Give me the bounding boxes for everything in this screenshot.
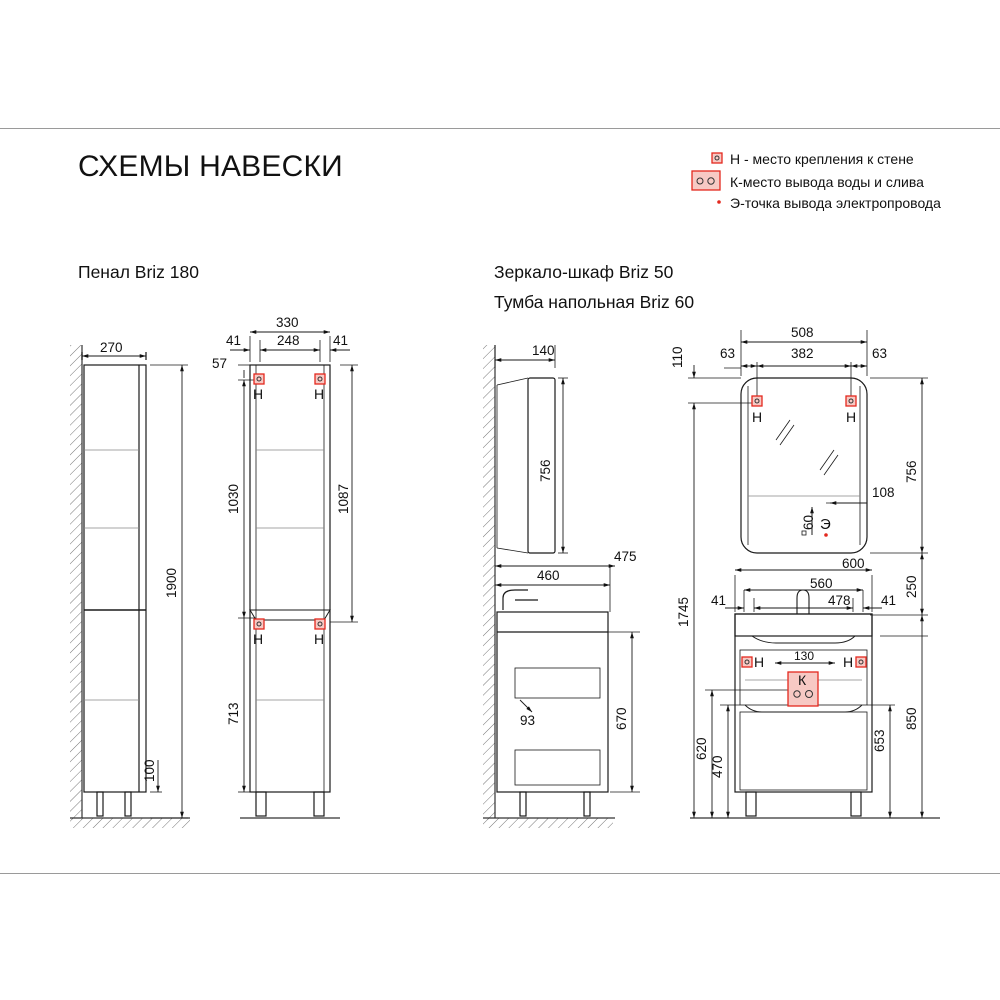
penal-upper-mount: 1087 (336, 483, 351, 514)
penal-mount-points (254, 374, 325, 629)
mirror-right: 63 (872, 346, 888, 361)
tumba-width: 600 (842, 556, 865, 571)
penal-top-offset: 57 (212, 356, 228, 371)
legend-water: К-место вывода воды и слива (730, 174, 924, 190)
penal-lower-h: 713 (226, 702, 241, 725)
mirror-width: 508 (791, 325, 814, 340)
tumba-depth-2: 475 (614, 549, 637, 564)
tumba-inner-560: 560 (810, 576, 833, 591)
mirror-title: Зеркало-шкаф Briz 50 (494, 262, 674, 282)
h-850: 850 (904, 707, 919, 730)
tumba-title: Тумба напольная Briz 60 (494, 292, 695, 312)
mirror-tumba-side-view (483, 345, 640, 828)
mount-label: Н (754, 654, 765, 670)
mount-label: Н (843, 654, 854, 670)
tumba-right: 41 (881, 593, 897, 608)
mirror-front-h: 756 (904, 460, 919, 483)
electric-label: Э (820, 516, 831, 533)
mirror-inner: 382 (791, 346, 814, 361)
mount-label: Н (314, 386, 325, 402)
penal-front-view (230, 332, 358, 818)
mount-label: Н (314, 631, 325, 647)
floor-hatch (70, 818, 190, 828)
mirror-tumba-front-view (688, 330, 940, 818)
penal-front-inner: 248 (277, 333, 300, 348)
mirror-left: 63 (720, 346, 736, 361)
page-title: СХЕМЫ НАВЕСКИ (78, 150, 343, 183)
mount-label: Н (752, 409, 763, 425)
tumba-side-h: 670 (614, 707, 629, 730)
mirror-electric-x: 108 (872, 485, 895, 500)
penal-front-left: 41 (226, 333, 242, 348)
penal-front-width: 330 (276, 315, 299, 330)
mirror-side-h: 756 (538, 459, 553, 482)
penal-side-body (84, 365, 146, 792)
mirror-mount-points (752, 396, 856, 406)
h-653: 653 (872, 729, 887, 752)
gap-250: 250 (904, 575, 919, 598)
penal-leg: 100 (142, 759, 157, 782)
penal-side-depth: 270 (100, 340, 123, 355)
penal-upper-h: 1030 (226, 483, 241, 514)
mount-label: Н (253, 386, 264, 402)
penal-height: 1900 (164, 567, 179, 598)
h-620: 620 (694, 737, 709, 760)
tumba-drawer: 93 (520, 713, 536, 728)
penal-front-right: 41 (333, 333, 349, 348)
legend-electric: Э-точка вывода электропровода (730, 195, 941, 211)
tumba-left: 41 (711, 593, 727, 608)
mirror-electric-y: 60 (801, 514, 816, 530)
tumba-depth-1: 460 (537, 568, 560, 583)
mount-label: Н (846, 409, 857, 425)
tumba-side-body (497, 612, 608, 792)
mount-label: Н (253, 631, 264, 647)
h-470: 470 (710, 755, 725, 778)
mirror-top: 110 (670, 346, 685, 368)
penal-title: Пенал Briz 180 (78, 262, 199, 282)
mirror-depth: 140 (532, 343, 555, 358)
water-label: К (798, 672, 807, 688)
total-1745: 1745 (676, 596, 691, 627)
tumba-k-width: 130 (794, 649, 815, 663)
wall-hatch (70, 345, 82, 820)
tumba-inner-478: 478 (828, 593, 851, 608)
legend-mount: Н - место крепления к стене (730, 151, 914, 167)
